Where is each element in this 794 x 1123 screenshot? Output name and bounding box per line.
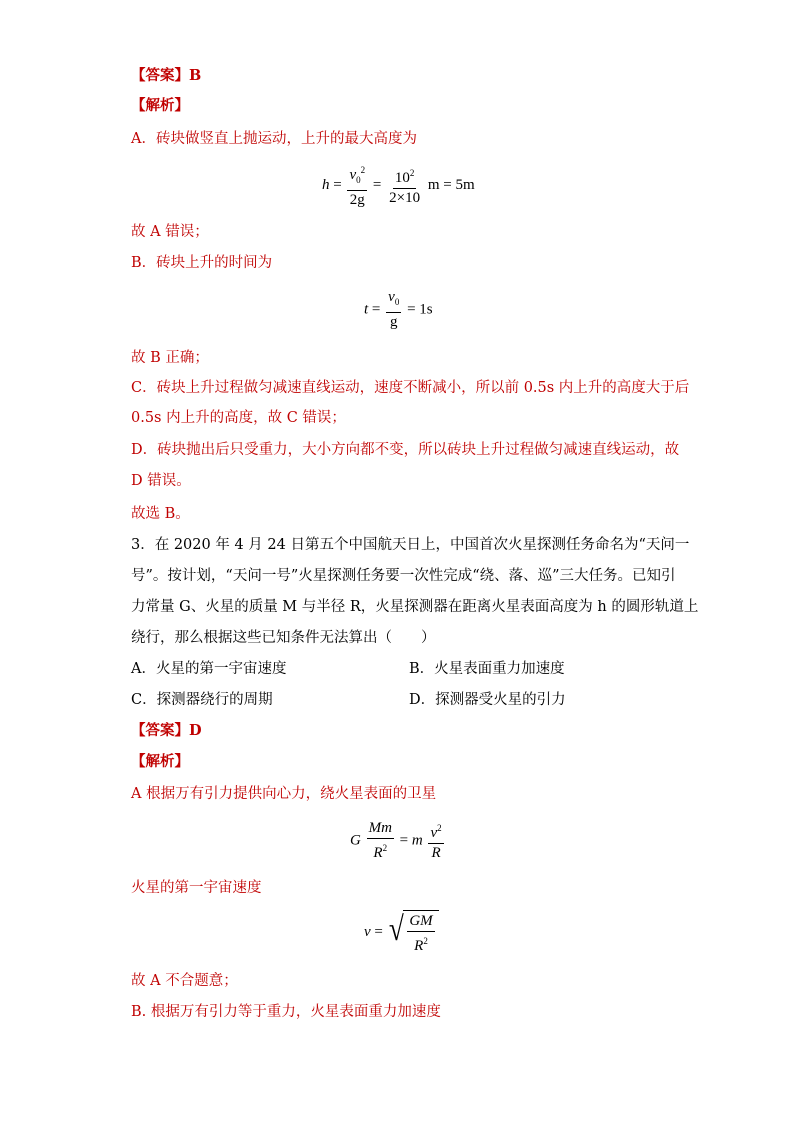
eq2-num-sub: 0	[394, 297, 400, 307]
option-b: B．火星表面重力加速度	[409, 661, 565, 677]
eq2-tail: = 1s	[407, 301, 433, 318]
eq3-num2: v	[430, 825, 438, 841]
eq3-m: m	[411, 832, 423, 849]
eq3-G: G	[350, 832, 361, 849]
eq3-fraction-1	[367, 820, 394, 862]
analysis-b-text: B．砖块上升的时间为	[131, 255, 273, 271]
analysis-label-1: 【解析】	[131, 97, 189, 114]
eq3-den2: R	[431, 845, 441, 861]
eq3-equals: =	[399, 832, 409, 849]
eq2-equals: =	[371, 301, 381, 318]
eq1-frac2-sup: 2	[409, 167, 415, 178]
analysis2-first-speed: 火星的第一宇宙速度	[131, 880, 262, 896]
eq3-num2-sup: 2	[437, 823, 442, 833]
question-3-line2: 号”。按计划，“天问一号”火星探测任务要一次性完成“绕、落、巡”三大任务。已知引	[131, 568, 676, 584]
eq1-frac2-den: 2×10	[389, 189, 421, 206]
eq1-frac1-sub: 0	[356, 175, 361, 185]
eq3-den1-sup: 2	[382, 843, 388, 853]
eq4-num: GM	[407, 913, 434, 932]
eq1-lhs: h	[322, 176, 330, 193]
answer-label-1: 【答案】B	[131, 67, 202, 84]
eq1-frac1-num: v	[349, 167, 357, 183]
equation-max-height	[322, 162, 475, 209]
analysis2-a-not: 故 A 不合题意；	[131, 973, 238, 989]
question-3-line1: 3．在 2020 年 4 月 24 日第五个中国航天日上，中国首次火星探测任务命名为“天问一	[131, 537, 690, 553]
eq2-den: g	[389, 314, 398, 330]
question-3-line4: 绕行，那么根据这些已知条件无法算出（ ）	[131, 630, 436, 646]
eq1-equals: =	[333, 176, 342, 193]
eq2-lhs: t	[364, 301, 369, 318]
analysis-choose: 故选 B。	[131, 506, 190, 522]
eq1-tail: m = 5m	[427, 176, 475, 193]
analysis-a-text: A．砖块做竖直上抛运动，上升的最大高度为	[131, 131, 417, 147]
analysis-label-2: 【解析】	[131, 753, 189, 770]
analysis-d-line2: D 错误。	[131, 473, 191, 489]
radical-sign-icon: √	[388, 911, 404, 948]
option-d: D．探测器受火星的引力	[409, 692, 566, 708]
analysis-d-line1: D．砖块抛出后只受重力，大小方向都不变，所以砖块上升过程做匀减速直线运动，故	[131, 442, 680, 458]
eq3-fraction-2	[428, 820, 443, 862]
equation-first-cosmic-speed	[364, 910, 439, 955]
equation-gravity-centripetal	[350, 820, 446, 862]
eq4-fraction	[407, 913, 434, 955]
analysis2-a-text: A 根据万有引力提供向心力，绕火星表面的卫星	[131, 786, 437, 802]
analysis2-b-text: B. 根据万有引力等于重力，火星表面重力加速度	[131, 1004, 441, 1020]
eq2-fraction	[386, 289, 401, 331]
eq4-sqrt	[387, 910, 439, 955]
equation-rise-time	[364, 289, 433, 331]
question-3-line3: 力常量 G、火星的质量 M 与半径 R，火星探测器在距离火星表面高度为 h 的圆形轨道上	[131, 599, 699, 615]
answer-label-2: 【答案】D	[131, 722, 202, 739]
eq1-fraction-2	[387, 165, 422, 207]
analysis-c-line1: C．砖块上升过程做匀减速直线运动，速度不断减小，所以前 0.5s 内上升的高度大于后	[131, 380, 690, 396]
option-c: C．探测器绕行的周期	[131, 692, 273, 708]
eq1-fraction-1	[347, 162, 367, 209]
eq4-equals: =	[374, 923, 383, 940]
eq1-frac2-num: 10	[394, 169, 410, 186]
eq3-den1: R	[373, 845, 383, 861]
analysis-a-wrong: 故 A 错误；	[131, 224, 209, 240]
eq1-frac1-den: 2g	[349, 192, 365, 208]
eq4-lhs: v	[364, 923, 371, 940]
analysis-b-right: 故 B 正确；	[131, 350, 209, 366]
eq1-frac1-sup: 2	[360, 165, 366, 175]
eq2-num: v	[388, 289, 395, 305]
eq4-den: R	[414, 938, 424, 954]
option-a: A．火星的第一宇宙速度	[131, 661, 287, 677]
eq3-num1: Mm	[367, 820, 394, 839]
analysis-c-line2: 0.5s 内上升的高度，故 C 错误；	[131, 410, 346, 426]
eq1-equals-2: =	[372, 176, 382, 193]
eq4-den-sup: 2	[423, 936, 428, 946]
